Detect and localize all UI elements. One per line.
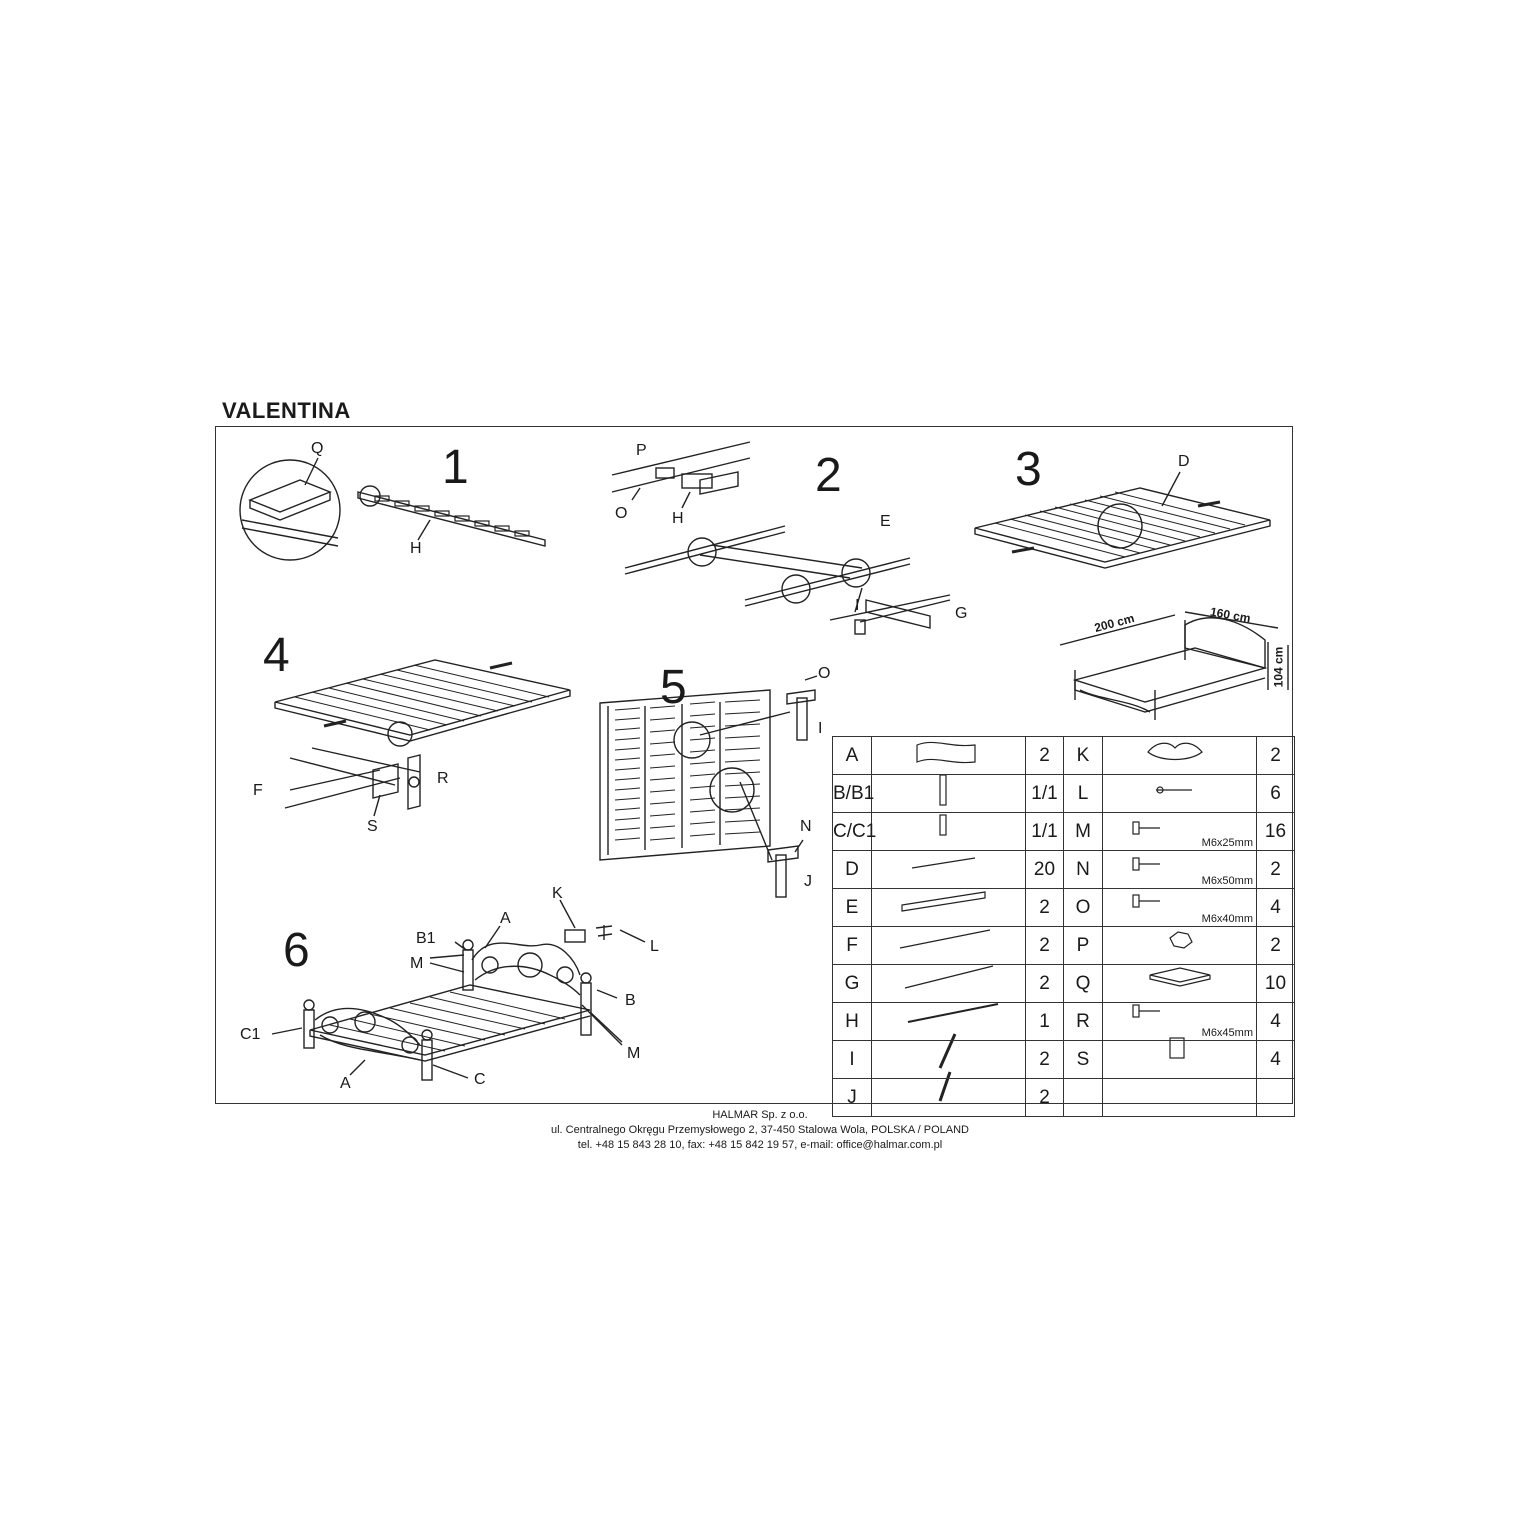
part-label-i: I bbox=[855, 597, 860, 614]
part-quantity: 2 bbox=[1026, 1041, 1064, 1079]
bolt-size-spec: M6x50mm bbox=[1201, 875, 1253, 887]
part-label-l: L bbox=[650, 938, 659, 955]
dimension-height: 104 cm bbox=[1271, 646, 1286, 688]
step5-illustration bbox=[600, 676, 817, 897]
part-letter: L bbox=[1064, 775, 1103, 813]
part-label-n: N bbox=[800, 818, 812, 835]
part-icon-cell bbox=[1103, 775, 1257, 813]
part-icon-cell bbox=[1103, 927, 1257, 965]
parts-table-row bbox=[833, 1003, 1295, 1041]
part-label-c1: C1 bbox=[240, 1026, 261, 1043]
step-number-3: 3 bbox=[1015, 443, 1042, 496]
part-letter: S bbox=[1064, 1041, 1103, 1079]
part-quantity: 4 bbox=[1257, 889, 1295, 927]
part-letter: E bbox=[833, 889, 872, 927]
part-quantity: 4 bbox=[1257, 1003, 1295, 1041]
step-number-1: 1 bbox=[442, 441, 469, 494]
part-letter: F bbox=[833, 927, 872, 965]
parts-table-row bbox=[833, 737, 1295, 775]
part-icon-cell bbox=[872, 1003, 1026, 1041]
part-icon-cell bbox=[872, 927, 1026, 965]
step-number-2: 2 bbox=[815, 449, 842, 502]
part-icon-cell bbox=[872, 737, 1026, 775]
part-icon-cell bbox=[872, 889, 1026, 927]
parts-table bbox=[832, 736, 1295, 1117]
part-quantity: 1/1 bbox=[1026, 775, 1064, 813]
step-number-5: 5 bbox=[660, 661, 687, 714]
part-quantity: 2 bbox=[1026, 965, 1064, 1003]
parts-table-row bbox=[833, 813, 1295, 851]
dimension-width: 160 cm bbox=[1209, 604, 1252, 626]
part-label-q: Q bbox=[311, 440, 324, 457]
part-label-s: S bbox=[367, 818, 378, 835]
parts-table-row bbox=[833, 927, 1295, 965]
part-label-m: M bbox=[410, 955, 424, 972]
part-label-f: F bbox=[253, 782, 263, 799]
part-label-d: D bbox=[1178, 453, 1190, 470]
bolt-size-spec: M6x45mm bbox=[1201, 1027, 1253, 1039]
part-icon-cell bbox=[872, 775, 1026, 813]
part-quantity: 2 bbox=[1257, 737, 1295, 775]
footer-company: HALMAR Sp. z o.o. bbox=[712, 1109, 808, 1121]
part-icon-cell bbox=[872, 965, 1026, 1003]
part-label-e: E bbox=[880, 513, 891, 530]
footer-contact: tel. +48 15 843 28 10, fax: +48 15 842 19 57, e-mail: office@halmar.com.pl bbox=[577, 1139, 943, 1151]
step-number-4: 4 bbox=[263, 629, 290, 682]
part-label-i: I bbox=[818, 720, 823, 737]
part-label-h: H bbox=[410, 540, 422, 557]
part-label-k: K bbox=[552, 885, 563, 902]
part-quantity: 2 bbox=[1026, 737, 1064, 775]
part-icon-cell bbox=[1103, 889, 1257, 927]
part-letter: D bbox=[833, 851, 872, 889]
part-label-b: B bbox=[625, 992, 636, 1009]
part-icon-cell bbox=[872, 851, 1026, 889]
part-letter: K bbox=[1064, 737, 1103, 775]
step6-illustration bbox=[272, 900, 645, 1080]
part-letter: M bbox=[1064, 813, 1103, 851]
parts-table-row bbox=[833, 851, 1295, 889]
step-number-6: 6 bbox=[283, 924, 310, 977]
part-letter: P bbox=[1064, 927, 1103, 965]
bolt-size-spec: M6x25mm bbox=[1201, 837, 1253, 849]
parts-table-row bbox=[833, 965, 1295, 1003]
part-label-j: J bbox=[804, 873, 812, 890]
part-letter: J bbox=[833, 1079, 872, 1117]
part-quantity: 2 bbox=[1257, 927, 1295, 965]
part-label-a: A bbox=[340, 1075, 351, 1092]
part-quantity: 2 bbox=[1026, 889, 1064, 927]
part-icon-cell bbox=[1103, 851, 1257, 889]
part-label-m: M bbox=[627, 1045, 641, 1062]
bolt-size-spec: M6x40mm bbox=[1201, 913, 1253, 925]
part-letter: G bbox=[833, 965, 872, 1003]
step1-illustration bbox=[240, 458, 545, 560]
part-letter: N bbox=[1064, 851, 1103, 889]
document-title: VALENTINA bbox=[222, 398, 351, 423]
part-quantity: 1/1 bbox=[1026, 813, 1064, 851]
part-icon-cell bbox=[872, 813, 1026, 851]
part-icon-cell bbox=[872, 1041, 1026, 1079]
part-quantity: 4 bbox=[1257, 1041, 1295, 1079]
part-letter: A bbox=[833, 737, 872, 775]
part-quantity: 2 bbox=[1026, 927, 1064, 965]
part-label-a: A bbox=[500, 910, 511, 927]
part-quantity: 10 bbox=[1257, 965, 1295, 1003]
part-letter: H bbox=[833, 1003, 872, 1041]
part-label-o: O bbox=[615, 505, 628, 522]
part-quantity: 6 bbox=[1257, 775, 1295, 813]
part-letter: C/C1 bbox=[833, 813, 872, 851]
part-quantity: 16 bbox=[1257, 813, 1295, 851]
part-icon-cell bbox=[1103, 965, 1257, 1003]
step2-illustration bbox=[612, 442, 950, 634]
dimension-length: 200 cm bbox=[1092, 610, 1136, 636]
part-icon-cell bbox=[1103, 737, 1257, 775]
part-label-h: H bbox=[672, 510, 684, 527]
parts-table-row bbox=[833, 1041, 1295, 1079]
part-letter: O bbox=[1064, 889, 1103, 927]
parts-table-row bbox=[833, 775, 1295, 813]
part-label-p: P bbox=[636, 442, 647, 459]
part-label-r: R bbox=[437, 770, 449, 787]
part-label-c: C bbox=[474, 1071, 486, 1088]
parts-table-row bbox=[833, 889, 1295, 927]
part-label-g: G bbox=[955, 605, 968, 622]
part-letter: R bbox=[1064, 1003, 1103, 1041]
part-quantity: 2 bbox=[1026, 1079, 1064, 1117]
part-quantity: 1 bbox=[1026, 1003, 1064, 1041]
footer-address: ul. Centralnego Okręgu Przemysłowego 2, 37-450 Stalowa Wola, POLSKA / POLAND bbox=[550, 1124, 969, 1136]
part-icon-cell bbox=[1103, 813, 1257, 851]
part-letter: Q bbox=[1064, 965, 1103, 1003]
part-quantity: 2 bbox=[1257, 851, 1295, 889]
part-icon-cell bbox=[1103, 1003, 1257, 1041]
part-label-o: O bbox=[818, 665, 831, 682]
part-icon-cell bbox=[1103, 1041, 1257, 1079]
part-letter: B/B1 bbox=[833, 775, 872, 813]
part-quantity: 20 bbox=[1026, 851, 1064, 889]
part-letter: I bbox=[833, 1041, 872, 1079]
part-label-b1: B1 bbox=[416, 930, 436, 947]
step4-illustration bbox=[275, 660, 570, 816]
